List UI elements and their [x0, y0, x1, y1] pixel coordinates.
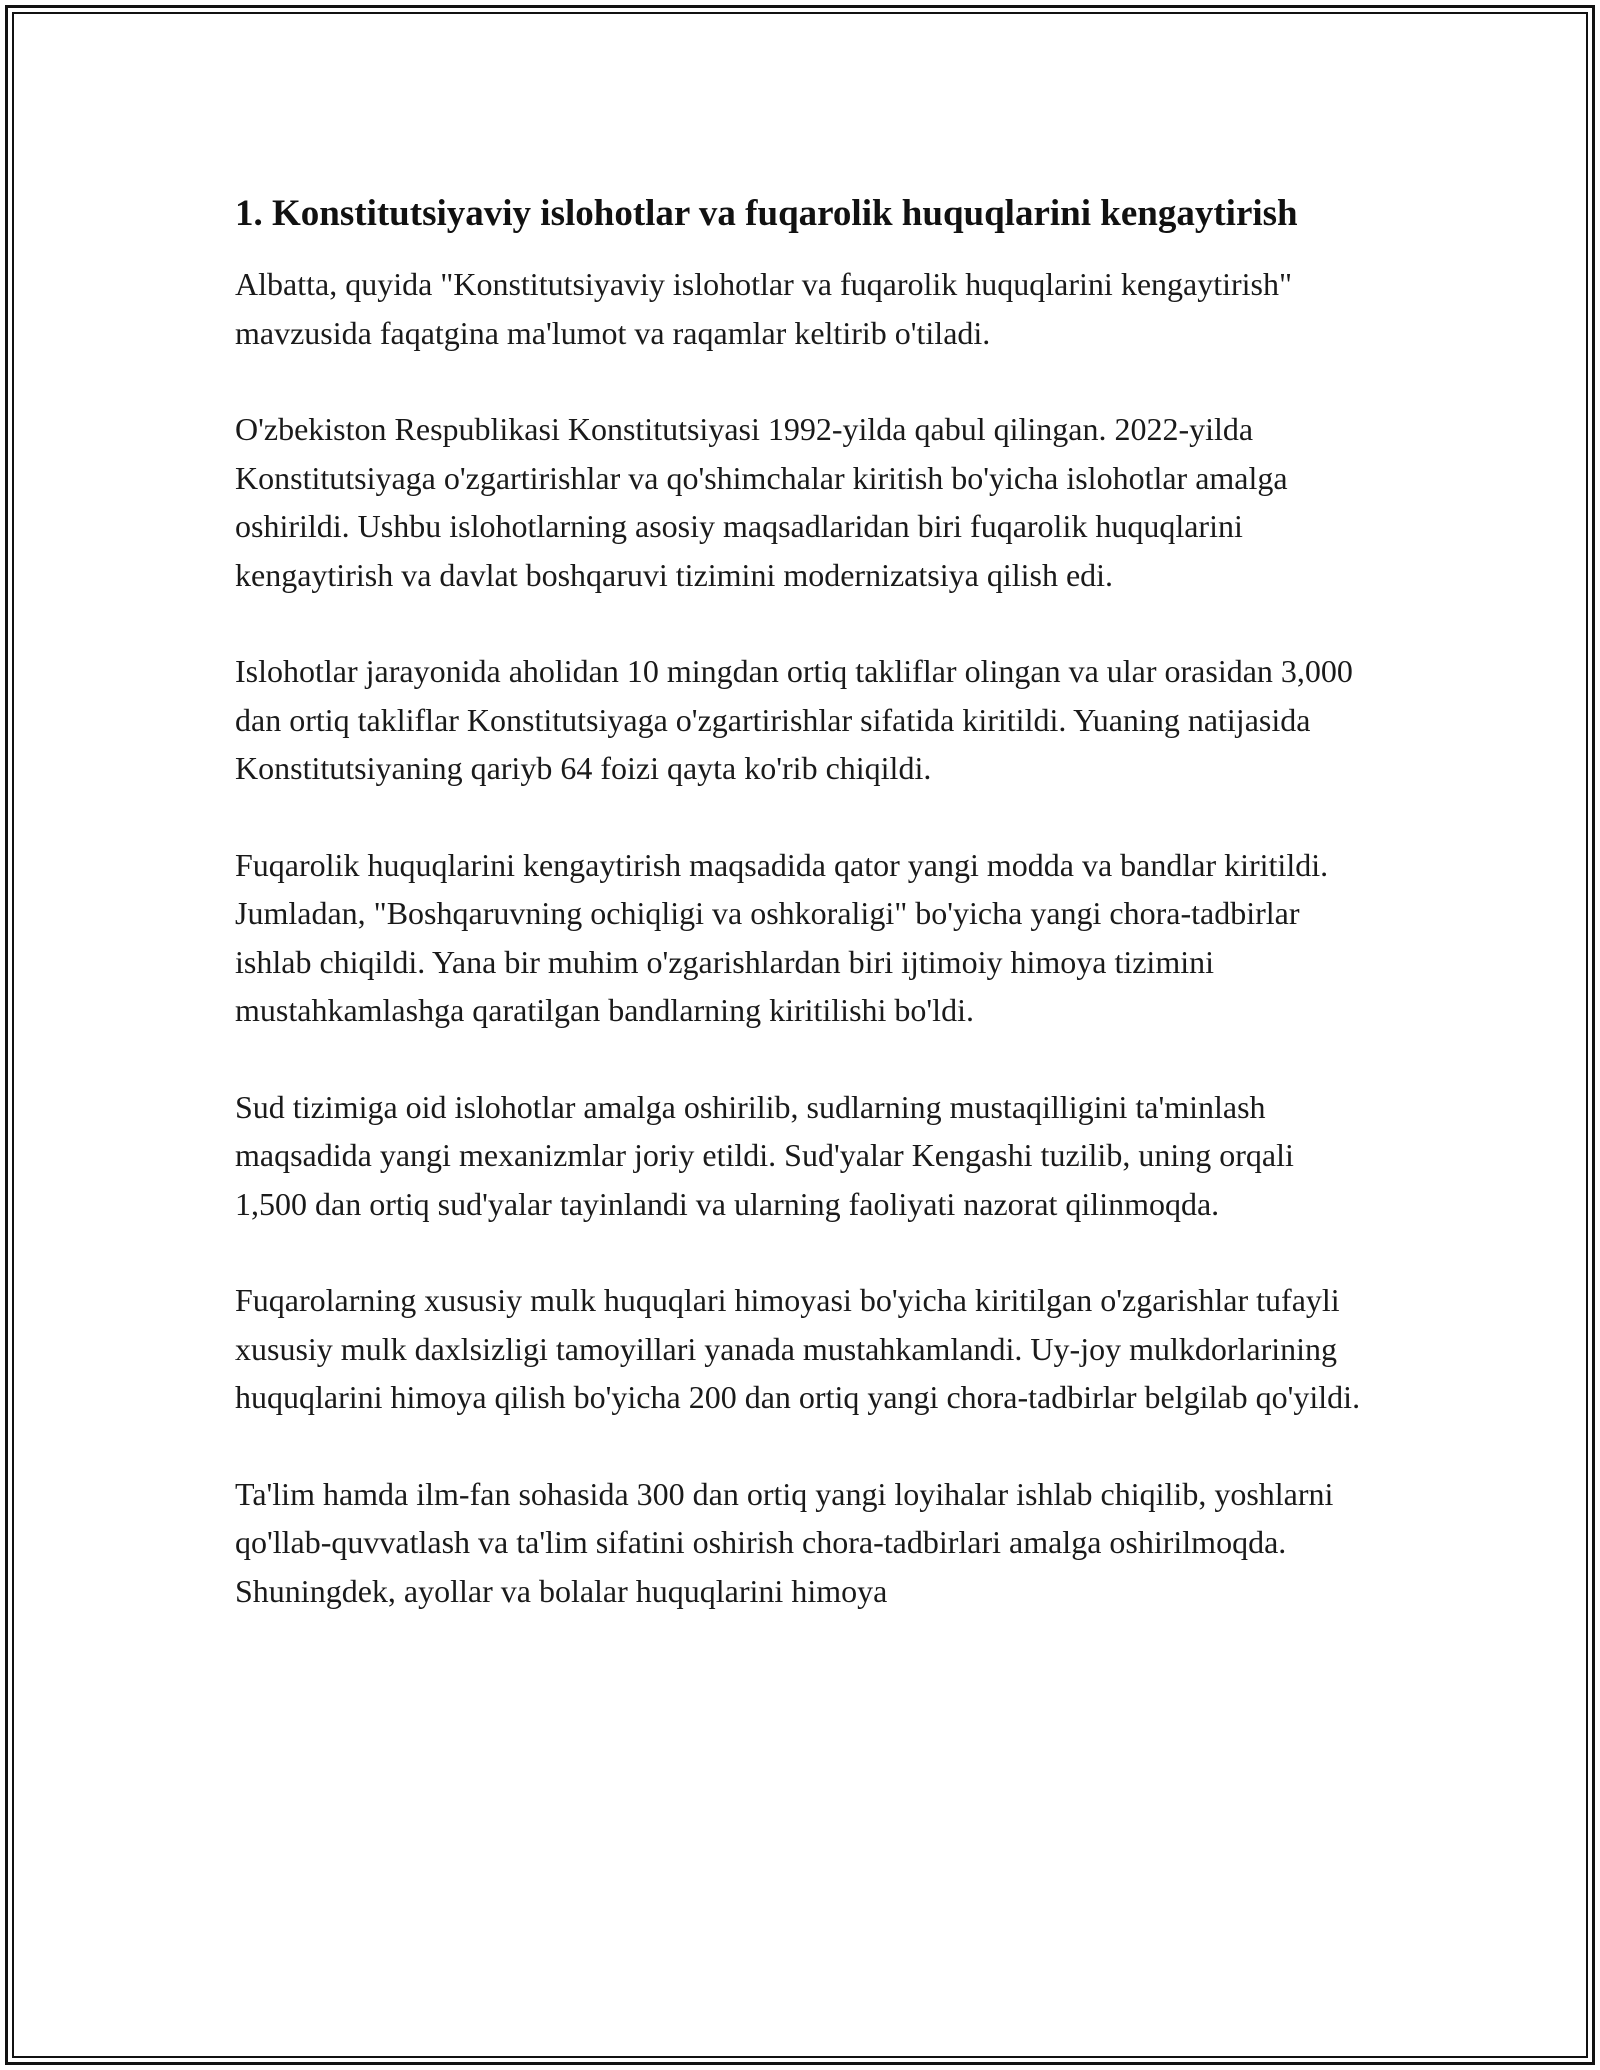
paragraph-civil-rights: Fuqarolik huquqlarini kengaytirish maqsadida qator yangi modda va bandlar kiritildi. Jumladan, "Boshqaruvning ochiqligi va oshkoraligi" bo'yicha yangi chora-tadbirlar ishlab chiqildi. Yana bir muhim o'zgarishlardan biri ijtimoiy himoya tizimini mustahkamlashga qaratilgan bandlarning kiritilishi bo'ldi. [235, 846, 1329, 1028]
paragraph-public-proposals: Islohotlar jarayonida aholidan 10 mingdan ortiq takliflar olingan va ular orasidan 3,000 dan ortiq takliflar Konstitutsiyaga o'zgartirishlar sifatida kiritildi. Yuaning natijasida Konstitutsiyaning qariyb 64 foizi qayta ko'rib chiqildi. [235, 653, 1353, 786]
paragraph-judicial-reform: Sud tizimiga oid islohotlar amalga oshirilib, sudlarning mustaqilligini ta'minlash maqsadida yangi mexanizmlar joriy etildi. Sud'yalar Kengashi tuzilib, uning orqali 1,500 dan ortiq sud'yalar tayinlandi va ularning faoliyati nazorat qilinmoqda. [235, 1088, 1294, 1222]
paragraph-property-rights: Fuqarolarning xususiy mulk huquqlari himoyasi bo'yicha kiritilgan o'zgarishlar tufayli xususiy mulk daxlsizligi tamoyillari yanada mustahkamlandi. Uy-joy mulkdorlarining huquqlarini himoya qilish bo'yicha 200 dan ortiq yangi chora-tadbirlar belgilab qo'yildi. [235, 1282, 1361, 1415]
document-body [235, 186, 1365, 1615]
document-title: 1. Konstitutsiyaviy islohotlar va fuqarolik huquqlarini kengaytirish [235, 193, 1298, 234]
paragraph-constitution-history: O'zbekiston Respublikasi Konstitutsiyasi 1992-yilda qabul qilingan. 2022-yilda Konstitutsiyaga o'zgartirishlar va qo'shimchalar kiritish bo'yicha islohotlar amalga oshirildi. Ushbu islohotlarning asosiy maqsadlaridan biri fuqarolik huquqlarini kengaytirish va davlat boshqaruvi tizimini modernizatsiya qilish edi. [235, 411, 1288, 593]
paragraph-intro: Albatta, quyida "Konstitutsiyaviy islohotlar va fuqarolik huquqlarini kengaytirish" mavzusida faqatgina ma'lumot va raqamlar keltirib o'tiladi. [235, 266, 1293, 351]
paragraph-education-science: Ta'lim hamda ilm-fan sohasida 300 dan ortiq yangi loyihalar ishlab chiqilib, yoshlarni qo'llab-quvvatlash va ta'lim sifatini oshirish chora-tadbirlari amalga oshirilmoqda. Shuningdek, ayollar va bolalar huquqlarini himoya [235, 1475, 1334, 1609]
